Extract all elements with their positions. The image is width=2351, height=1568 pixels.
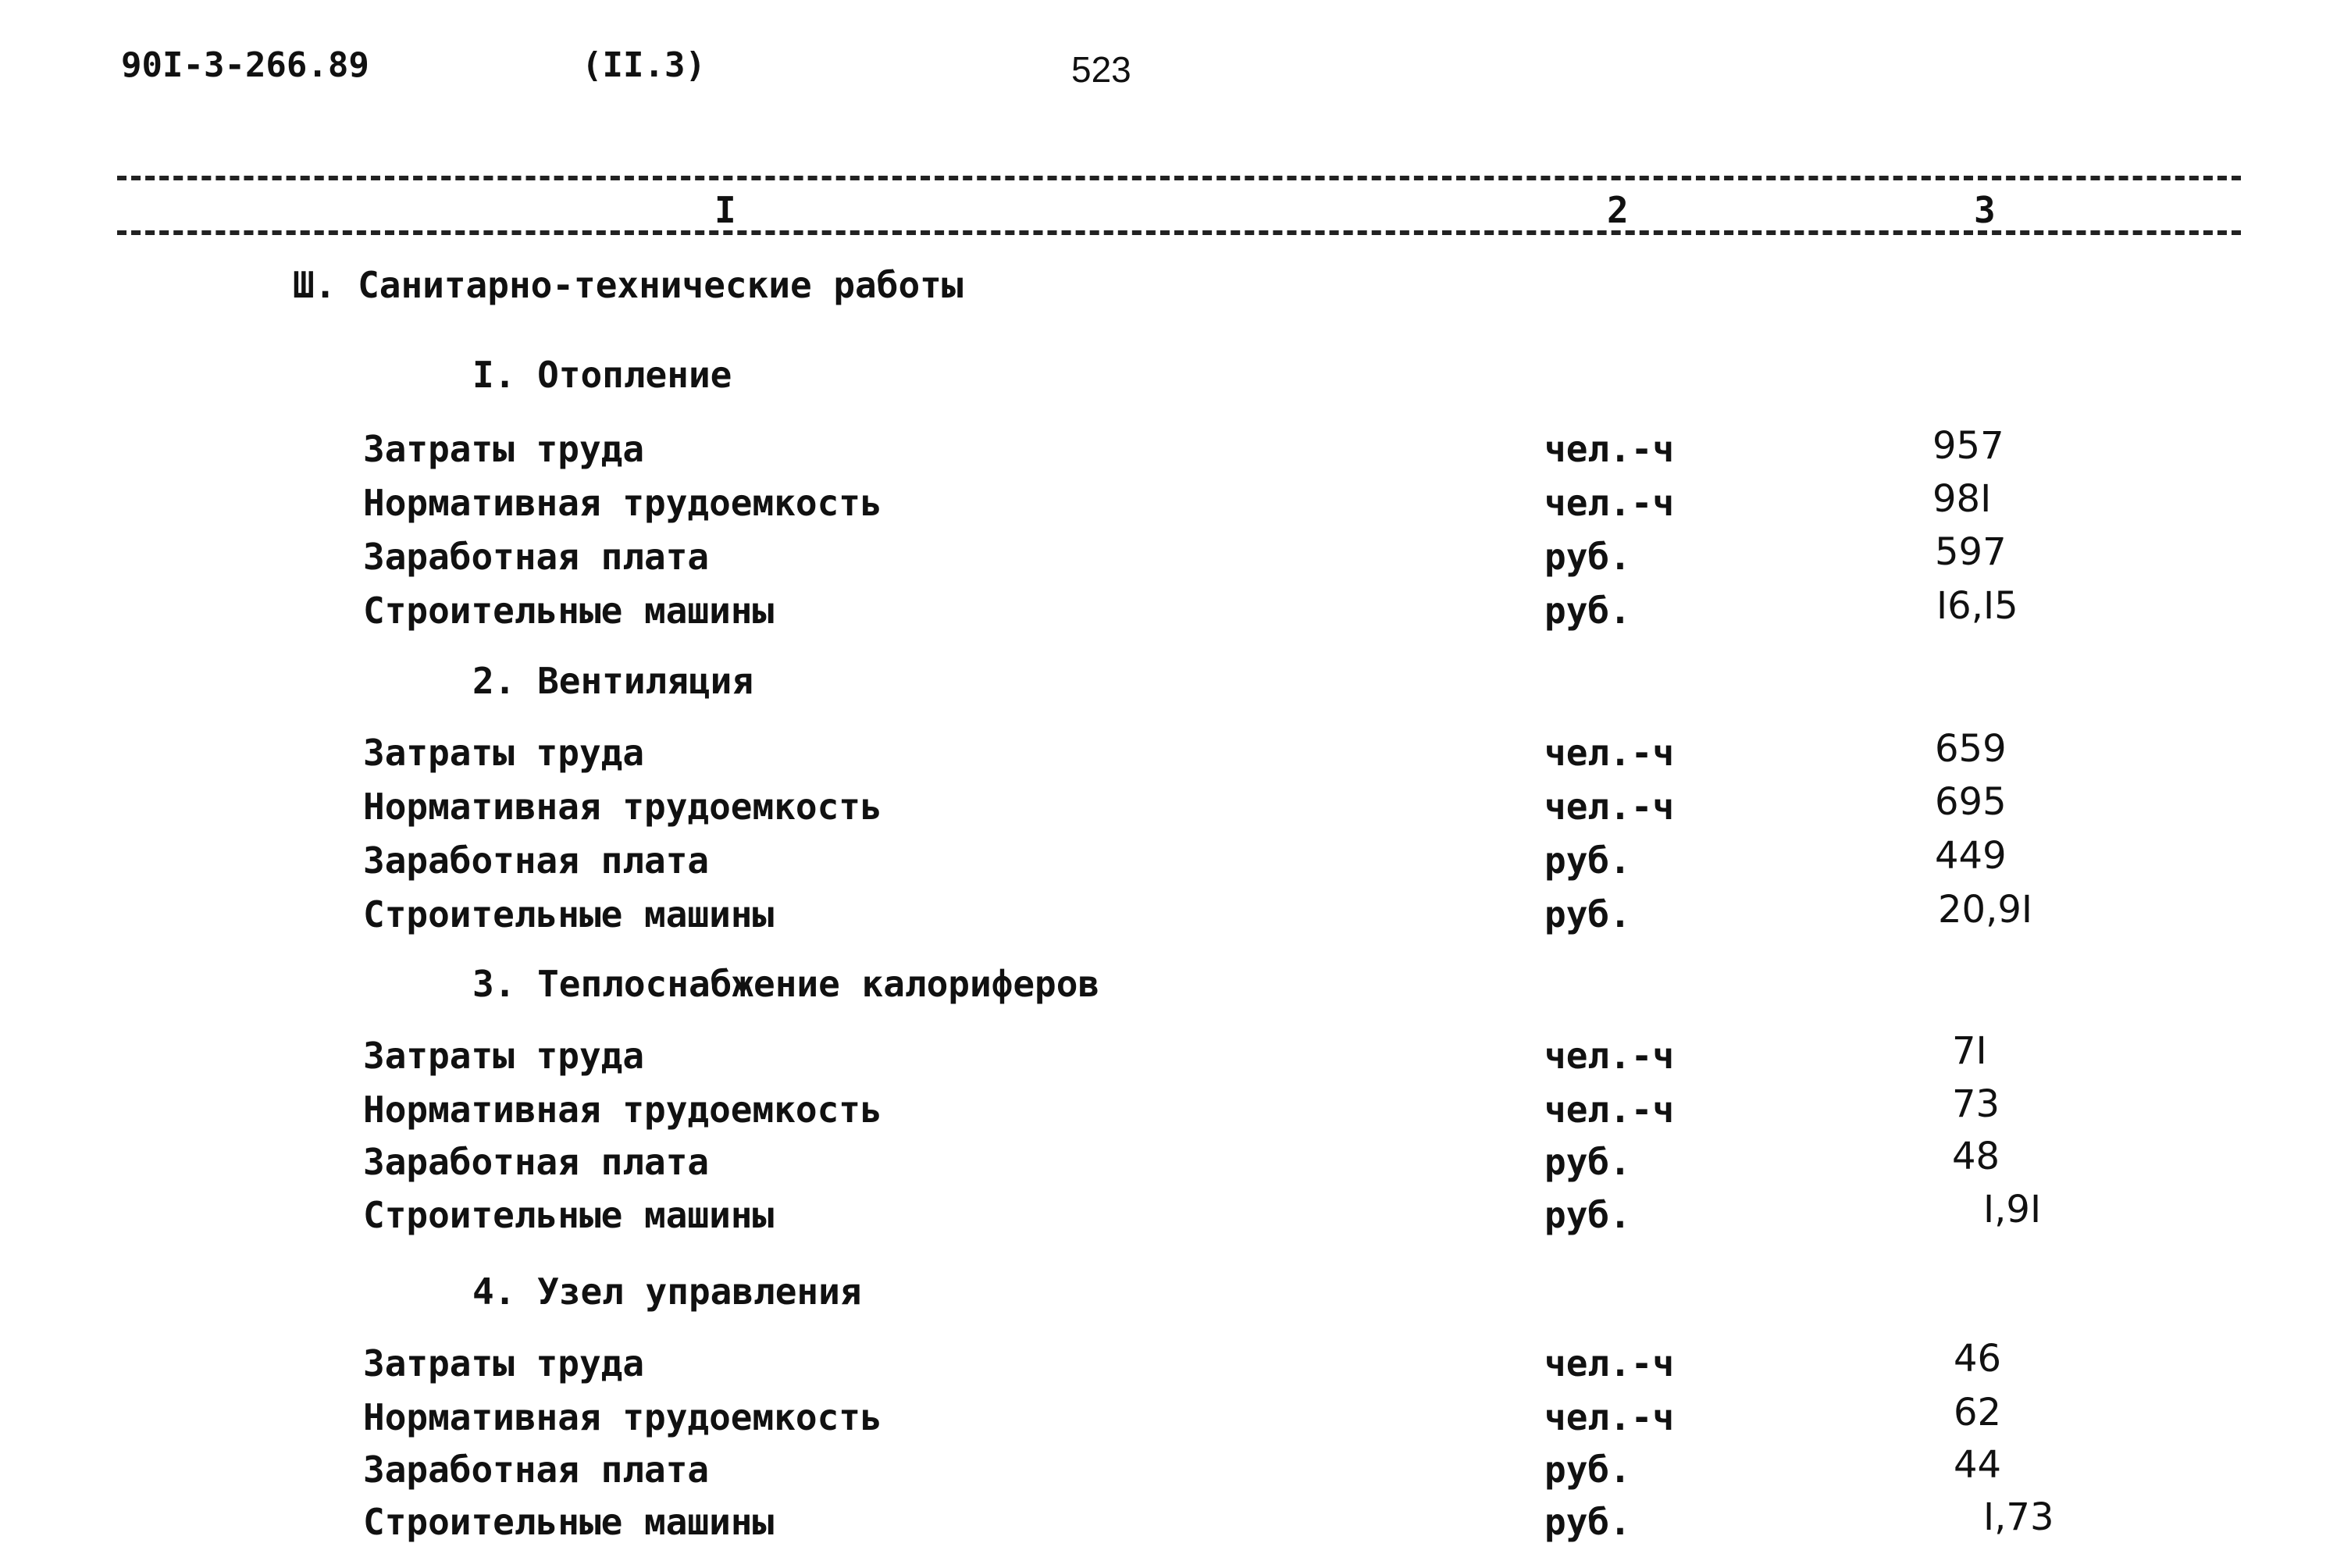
- table-rule-top: [117, 176, 2241, 180]
- row-value: 73: [1952, 1082, 2000, 1126]
- row-label: Затраты труда: [363, 1342, 645, 1384]
- row-label: Затраты труда: [363, 428, 645, 470]
- row-value: 659: [1935, 727, 2007, 771]
- row-value: 48: [1952, 1135, 2000, 1178]
- row-value: 7I: [1952, 1029, 1987, 1073]
- row-unit: чел.-ч: [1544, 732, 1675, 774]
- row-label: Строительные машины: [363, 590, 775, 632]
- row-unit: руб.: [1544, 590, 1631, 632]
- row-label: Заработная плата: [363, 1141, 710, 1183]
- row-label: Нормативная трудоемкость: [363, 482, 882, 524]
- row-value: I,9I: [1983, 1188, 2042, 1231]
- row-unit: чел.-ч: [1544, 1342, 1675, 1384]
- column-header-1: I: [714, 189, 736, 231]
- row-label: Заработная плата: [363, 1449, 710, 1491]
- row-label: Нормативная трудоемкость: [363, 786, 882, 828]
- row-unit: руб.: [1544, 536, 1631, 578]
- row-label: Нормативная трудоемкость: [363, 1396, 882, 1438]
- row-unit: руб.: [1544, 1194, 1631, 1236]
- row-unit: чел.-ч: [1544, 786, 1675, 828]
- row-unit: руб.: [1544, 1141, 1631, 1183]
- row-unit: чел.-ч: [1544, 1035, 1675, 1077]
- row-value: 44: [1954, 1443, 2002, 1487]
- row-value: 46: [1954, 1337, 2002, 1381]
- page-number: 523: [1071, 49, 1131, 90]
- subsection-title: 3. Теплоснабжение калориферов: [472, 963, 1100, 1005]
- row-unit: руб.: [1544, 1449, 1631, 1491]
- row-label: Строительные машины: [363, 893, 775, 935]
- row-unit: чел.-ч: [1544, 1396, 1675, 1438]
- row-unit: чел.-ч: [1544, 428, 1675, 470]
- subsection-title: 2. Вентиляция: [472, 660, 754, 702]
- row-value: 449: [1935, 834, 2007, 878]
- row-label: Строительные машины: [363, 1501, 775, 1543]
- row-value: 957: [1932, 424, 2004, 468]
- subsection-title: I. Отопление: [472, 354, 732, 396]
- row-value: I,73: [1983, 1495, 2054, 1539]
- row-unit: чел.-ч: [1544, 482, 1675, 524]
- row-value: 20,9I: [1938, 888, 2033, 932]
- row-unit: руб.: [1544, 1501, 1631, 1543]
- row-label: Заработная плата: [363, 839, 710, 882]
- row-label: Затраты труда: [363, 732, 645, 774]
- row-value: 62: [1954, 1391, 2002, 1434]
- row-unit: руб.: [1544, 839, 1631, 882]
- row-label: Заработная плата: [363, 536, 710, 578]
- row-unit: чел.-ч: [1544, 1089, 1675, 1131]
- row-value: 695: [1935, 780, 2007, 824]
- document-code: 90I-3-266.89: [121, 45, 369, 85]
- row-label: Затраты труда: [363, 1035, 645, 1077]
- row-label: Строительные машины: [363, 1194, 775, 1236]
- subsection-title: 4. Узел управления: [472, 1270, 862, 1313]
- row-value: 98I: [1932, 477, 1992, 521]
- column-header-3: 3: [1974, 189, 1996, 231]
- document-part: (II.3): [582, 45, 706, 85]
- row-unit: руб.: [1544, 893, 1631, 935]
- row-value: 597: [1935, 530, 2007, 574]
- column-header-2: 2: [1607, 189, 1629, 231]
- row-label: Нормативная трудоемкость: [363, 1089, 882, 1131]
- table-rule-bottom: [117, 230, 2241, 235]
- row-value: I6,I5: [1936, 584, 2018, 628]
- section-title: Ш. Санитарно-технические работы: [293, 264, 964, 306]
